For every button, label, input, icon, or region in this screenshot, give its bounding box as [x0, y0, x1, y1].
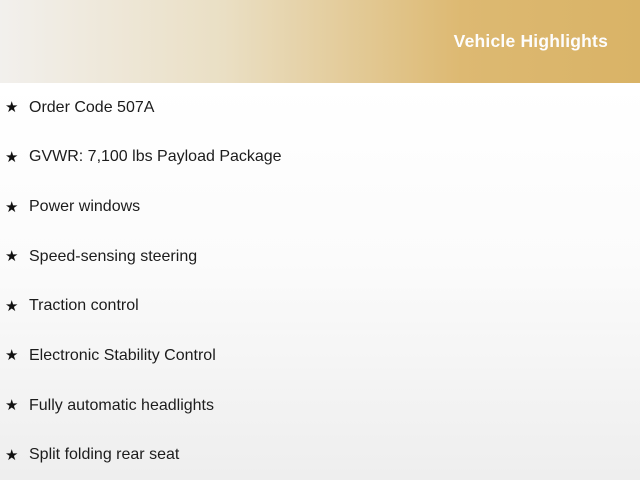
list-item — [0, 182, 640, 232]
star-icon: ★ — [5, 198, 19, 216]
star-icon: ★ — [5, 297, 19, 315]
list-item — [0, 232, 640, 282]
list-item — [0, 331, 640, 381]
star-icon: ★ — [5, 397, 19, 415]
list-item-label: Order Code 507A — [29, 98, 155, 116]
list-item — [0, 430, 640, 480]
star-icon: ★ — [5, 148, 19, 166]
list-item-label: Electronic Stability Control — [29, 346, 216, 364]
star-icon: ★ — [5, 347, 19, 365]
highlights-list — [0, 83, 640, 480]
star-icon: ★ — [5, 99, 19, 117]
vehicle-highlights-header — [0, 0, 640, 83]
list-item-label: Traction control — [29, 297, 139, 315]
page-title: Vehicle Highlights — [453, 31, 608, 51]
list-item — [0, 381, 640, 431]
list-item-label: Split folding rear seat — [29, 446, 180, 464]
list-item-label: GVWR: 7,100 lbs Payload Package — [29, 148, 282, 166]
star-icon: ★ — [5, 248, 19, 266]
list-item-label: Speed-sensing steering — [29, 247, 198, 265]
list-item — [0, 83, 640, 133]
list-item — [0, 133, 640, 183]
list-item — [0, 282, 640, 332]
list-item-label: Power windows — [29, 198, 141, 216]
list-item-label: Fully automatic headlights — [29, 396, 214, 414]
star-icon: ★ — [5, 446, 19, 464]
